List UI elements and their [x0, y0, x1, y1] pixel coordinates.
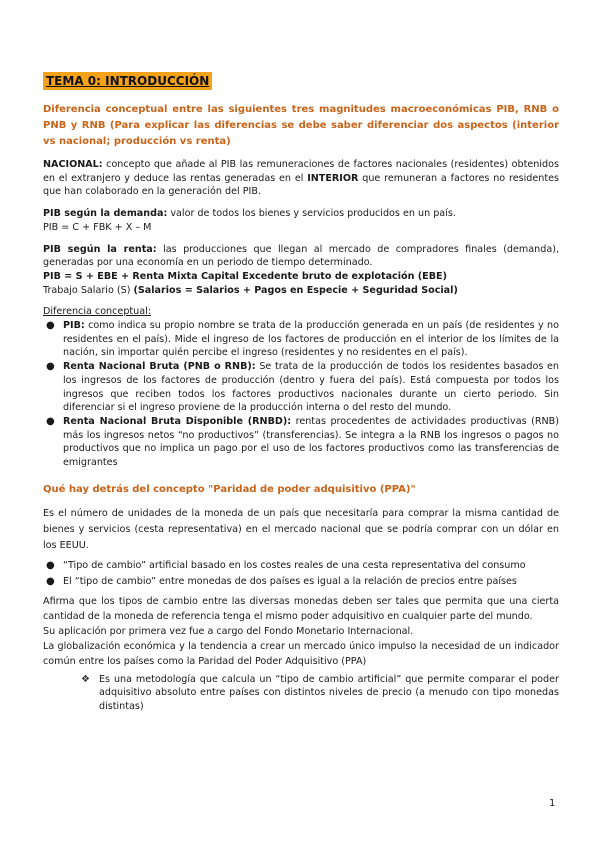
- list-item: [81, 673, 559, 714]
- ppa-paragraph-1: Afirma que los tipos de cambio entre las diversas monedas deben ser tales que permita que una cierta cantidad de la moneda de referencia tenga el mismo poder adquisitivo en cualquier parte del mundo.: [43, 595, 559, 622]
- pib-renta-label: PIB según la renta:: [43, 243, 157, 255]
- bullet-icon: ●: [46, 415, 55, 427]
- pib-demanda-label: PIB según la demanda:: [43, 208, 168, 220]
- section-heading-magnitudes: Diferencia conceptual entre las siguientes tres magnitudes macroeconómicas PIB, RNB o PNB y RNB (Para explicar las diferencias se debe saber diferenciar dos aspectos (interior vs nacional; producción vs renta): [43, 104, 559, 147]
- list-item: [43, 574, 559, 590]
- pib-demanda-text: valor de todos los bienes y servicios producidos en un país.: [167, 208, 456, 220]
- section-heading-ppa: Qué hay detrás del concepto "Paridad de poder adquisitivo (PPA)": [43, 483, 416, 495]
- list-item-term: Renta Nacional Bruta Disponible (RNBD):: [63, 415, 292, 427]
- nacional-paragraph: [43, 158, 559, 199]
- list-item: [43, 415, 559, 470]
- page-number: 1: [549, 798, 556, 809]
- pib-renta-paragraph: [43, 243, 559, 270]
- nacional-label: NACIONAL:: [43, 159, 103, 170]
- trabajo-line: [43, 284, 559, 298]
- list-item-term: PIB:: [63, 320, 85, 332]
- list-item: [43, 360, 559, 415]
- nacional-text-before: concepto que añade al PIB las remuneraciones de factores nacionales (residentes) obtenidos en el extranjero y deduce las rentas generadas en el: [43, 159, 559, 184]
- list-item-term: Renta Nacional Bruta (PNB o RNB):: [63, 361, 256, 373]
- pib-demanda-formula: PIB = C + FBK + X – M: [43, 221, 152, 233]
- diamond-bullet-icon: ❖: [81, 673, 90, 685]
- bullet-icon: ●: [46, 320, 55, 332]
- list-item-text: como indica su propio nombre se trata de la producción generada en un país (de residentes y no residentes en el país). Mide el ingreso de los factores de producción en el interior de los límites de la nación, sin importar quién percibe el ingreso (residentes y no residentes en el país).: [63, 320, 559, 359]
- ppa-paragraph-2: Su aplicación por primera vez fue a cargo del Fondo Monetario Internacional.: [43, 625, 414, 637]
- pib-renta-formula: PIB = S + EBE + Renta Mixta Capital Excedente bruto de explotación (EBE): [43, 270, 447, 282]
- bullet-icon: ●: [46, 559, 55, 571]
- bullet-icon: ●: [46, 361, 55, 373]
- list-item: [43, 558, 559, 574]
- pib-demanda-paragraph: [43, 207, 559, 221]
- list-item: [43, 319, 559, 360]
- diferencia-list: [43, 319, 559, 470]
- trabajo-salarios: (Salarios = Salarios + Pagos en Especie + Seguridad Social): [133, 284, 458, 296]
- page-content: [43, 70, 559, 714]
- trabajo-prefix: Trabajo Salario (S): [43, 284, 134, 296]
- list-item-text: “Tipo de cambio” artificial basado en los costes reales de una cesta representativa del consumo: [63, 559, 526, 571]
- pib-renta-text: las producciones que llegan al mercado de compradores finales (demanda), generadas por una economía en un periodo de tiempo determinado.: [43, 243, 559, 269]
- ppa-intro: Es el número de unidades de la moneda de un país que necesitaría para comprar la misma cantidad de bienes y servicios (cesta representativa) en el mercado nacional que se podría comprar con un dólar en los EEUU.: [43, 507, 559, 551]
- bullet-icon: ●: [46, 575, 55, 587]
- list-item-text: rentas procedentes de actividades productivas (RNB) más los ingresos netos “no productivos” (transferencias). Se integra a la RNB los ingresos o pagos no productivos que no implica un pago por el uso de los factores productivos como las transferencias de emigrantes: [63, 415, 559, 469]
- ppa-paragraph-3: La globalización económica y la tendencia a crear un mercado único impulso la necesidad de un indicador común entre los países como la Paridad del Poder Adquisitivo (PPA): [43, 640, 559, 667]
- ppa-list: [43, 558, 559, 590]
- list-item-text: Es una metodología que calcula un “tipo de cambio artificial” que permite comparar el poder adquisitivo absoluto entre países con distintos niveles de precio (a menudo con tipo monedas distintas): [99, 673, 559, 713]
- page-title: TEMA 0: INTRODUCCIÓN: [43, 72, 212, 90]
- ppa-methodology-list: [43, 673, 559, 714]
- list-item-text: Se trata de la producción de todos los residentes basados en los ingresos de los factores de producción (dentro y fuera del país). Está compuesta por todos los ingresos que reciben todos los factores productivos nacionales durante un cierto periodo. Sin diferenciar si el ingreso proviene de la producción interna o del resto del mundo.: [63, 361, 559, 414]
- nacional-text-after: que remuneran a factores no residentes que han colaborado en la generación del PIB.: [43, 172, 559, 198]
- interior-term: INTERIOR: [307, 172, 359, 184]
- list-item-text: El “tipo de cambio” entre monedas de dos países es igual a la relación de precios entre países: [63, 575, 517, 587]
- diferencia-conceptual-label: Diferencia conceptual:: [43, 306, 152, 318]
